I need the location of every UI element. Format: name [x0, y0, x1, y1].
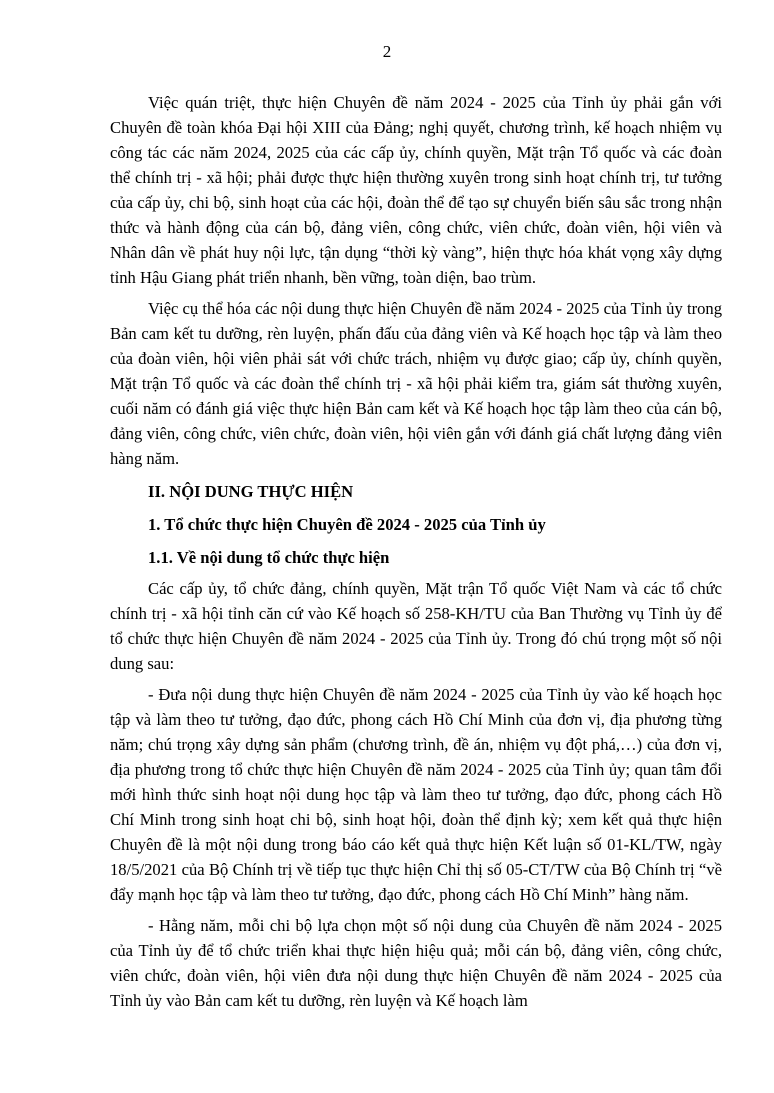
paragraph-intro-2: Việc cụ thể hóa các nội dung thực hiện Chuyên đề năm 2024 - 2025 của Tỉnh ủy trong Bản cam kết tu dưỡng, rèn luyện, phấn đấu của đảng viên và Kế hoạch học tập và làm theo của đoàn viên, hội viên phải sát với chức trách, nhiệm vụ được giao; cấp ủy, chính quyền, Mặt trận Tổ quốc và các đoàn thể chính trị - xã hội phải kiểm tra, giám sát thường xuyên, cuối năm có đánh giá việc thực hiện Bản cam kết và Kế hoạch học tập làm theo của cán bộ, đảng viên, công chức, viên chức, đoàn viên, hội viên gắn với đánh giá chất lượng đảng viên hàng năm.	[110, 299, 722, 468]
subsection-heading-1-1: 1.1. Về nội dung tổ chức thực hiện	[148, 548, 390, 567]
paragraph-body-3: - Hằng năm, mỗi chi bộ lựa chọn một số nội dung của Chuyên đề năm 2024 - 2025 của Tỉnh ủy để tổ chức triển khai thực hiện hiệu quả; mỗi cán bộ, đảng viên, công chức, viên chức, đoàn viên, hội viên đưa nội dung thực hiện Chuyên đề năm 2024 - 2025 của Tỉnh ủy vào Bản cam kết tu dưỡng, rèn luyện và Kế hoạch làm	[110, 916, 722, 1010]
section-heading: II. NỘI DUNG THỰC HIỆN	[148, 482, 354, 501]
paragraph-body-2: - Đưa nội dung thực hiện Chuyên đề năm 2024 - 2025 của Tỉnh ủy vào kế hoạch học tập và làm theo tư tưởng, đạo đức, phong cách Hồ Chí Minh của đơn vị, địa phương từng năm; chú trọng xây dựng sản phẩm (chương trình, đề án, nhiệm vụ đột phá,…) của đơn vị, địa phương trong tổ chức thực hiện Chuyên đề năm 2024 - 2025 của Tỉnh ủy; quan tâm đổi mới hình thức sinh hoạt nội dung học tập và làm theo tư tưởng, đạo đức, phong cách Hồ Chí Minh trong sinh hoạt chi bộ, sinh hoạt hội, đoàn thể định kỳ; xem kết quả thực hiện Chuyên đề là một nội dung trong báo cáo kết quả thực hiện Kết luận số 01-KL/TW, ngày 18/5/2021 của Bộ Chính trị về tiếp tục thực hiện Chỉ thị số 05-CT/TW của Bộ Chính trị “về đẩy mạnh học tập và làm theo tư tưởng, đạo đức, phong cách Hồ Chí Minh” hàng năm.	[110, 685, 722, 904]
page-number: 2	[382, 42, 392, 61]
paragraph-body-1: Các cấp ủy, tổ chức đảng, chính quyền, Mặt trận Tổ quốc Việt Nam và các tổ chức chính trị - xã hội tỉnh căn cứ vào Kế hoạch số 258-KH/TU của Ban Thường vụ Tỉnh ủy để tổ chức thực hiện Chuyên đề năm 2024 - 2025 của Tỉnh ủy. Trong đó chú trọng một số nội dung sau:	[110, 579, 722, 673]
paragraph-intro-1: Việc quán triệt, thực hiện Chuyên đề năm 2024 - 2025 của Tỉnh ủy phải gắn với Chuyên đề toàn khóa Đại hội XIII của Đảng; nghị quyết, chương trình, kế hoạch nhiệm vụ công tác các năm 2024, 2025 của các cấp ủy, chính quyền, Mặt trận Tổ quốc và các đoàn thể chính trị - xã hội; phải được thực hiện thường xuyên trong sinh hoạt chính trị, tư tưởng của cấp ủy, chi bộ, sinh hoạt của các hội, đoàn thể để tạo sự chuyển biến sâu sắc trong nhận thức và hành động của cán bộ, đảng viên, công chức, viên chức, đoàn viên, hội viên và Nhân dân về phát huy nội lực, tận dụng “thời kỳ vàng”, hiện thực hóa khát vọng xây dựng tỉnh Hậu Giang phát triển nhanh, bền vững, toàn diện, bao trùm.	[110, 93, 722, 287]
document-body	[110, 90, 722, 1019]
subsection-heading-1: 1. Tổ chức thực hiện Chuyên đề 2024 - 2025 của Tỉnh ủy	[148, 515, 546, 534]
